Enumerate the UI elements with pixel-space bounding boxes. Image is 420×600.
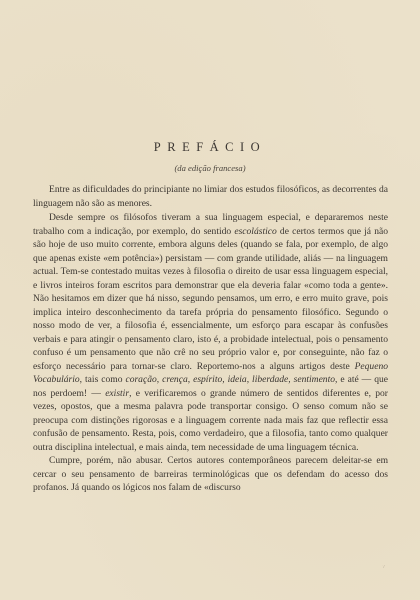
paragraph-2-part-c: de certos termos que já não são hoje de uso muito corrente, embora alguns deles (quando se fala, por exemplo, de algo que apenas existe «em potência») persistam — com grande utilidade, aliás — na linguagem actual. Tem-se contestado muitas vezes à filosofia o direito de usar essa linguagem especial, e livros inteiros foram escritos para demonstrar que ela deveria falar «como toda a gente». Não hesitamos em dizer que há nisso, segundo pensamos, um erro, e erro muito grave, pois implica inteiro desconhecimento da tarefa própria do pensamento filosófico. Segundo o nosso modo de ver, a filosofia é, essencialmente, um esforço para escapar às confusões verbais e para atingir o pensamento claro, isto é, a probidade intelectual, pois o pensamento confuso é um pensamento que não crê no seu próprio valor e, por conseguinte, não faz o esforço necessário para tornar-se claro. Reportemo-nos a alguns artigos deste: [33, 225, 388, 372]
page-subtitle: (da edição francesa): [174, 163, 246, 173]
paragraph-1: Entre as dificuldades do principiante no limiar dos estudos filosóficos, as decorrentes da linguagem não são as menores.: [33, 184, 388, 209]
paragraph-2-part-i: , e verificaremos o grande número de sentidos diferentes e, por vezes, opostos, que a mesma palavra pode transportar consigo. O senso comum não se preocupa com distinções rigorosas e a linguagem corrente nada mais faz que reflectir essa confusão de pensamento. Resta, pois, como verdadeiro, que a filosofia, tanto como qualquer outra disciplina intelectual, e mais ainda, tem necessidade de uma linguagem técnica.: [33, 387, 388, 453]
book-title-reference: Pequeno Vocabulário: [33, 360, 388, 385]
term-list: coração, crença, espírito, ideia, liberdade, sentimento: [125, 374, 336, 385]
page-title: PREFÁCIO: [153, 140, 267, 154]
paragraph-2-part-e: , tais como: [79, 374, 126, 385]
page-number: 7: [382, 565, 385, 570]
body-text: [33, 183, 388, 495]
paragraph-3: Cumpre, porém, não abusar. Certos autores contemporâneos parecem deleitar-se em cercar o seu pensamento de barreiras terminológicas que os defendam do acesso dos profanos. Já quando os lógicos nos falam de «discurso: [33, 455, 388, 493]
paragraph-2-part-g: , e até — que nos perdoem! —: [33, 374, 388, 399]
paragraph-2: [33, 211, 388, 454]
paragraph-2-part-a: Desde sempre os filósofos tiveram a sua linguagem especial, e depararemos neste trabalho com a indicação, por exemplo, do sentido: [33, 212, 388, 237]
term-escolastico: escolástico: [234, 225, 277, 237]
term-existir: existir: [105, 387, 130, 399]
